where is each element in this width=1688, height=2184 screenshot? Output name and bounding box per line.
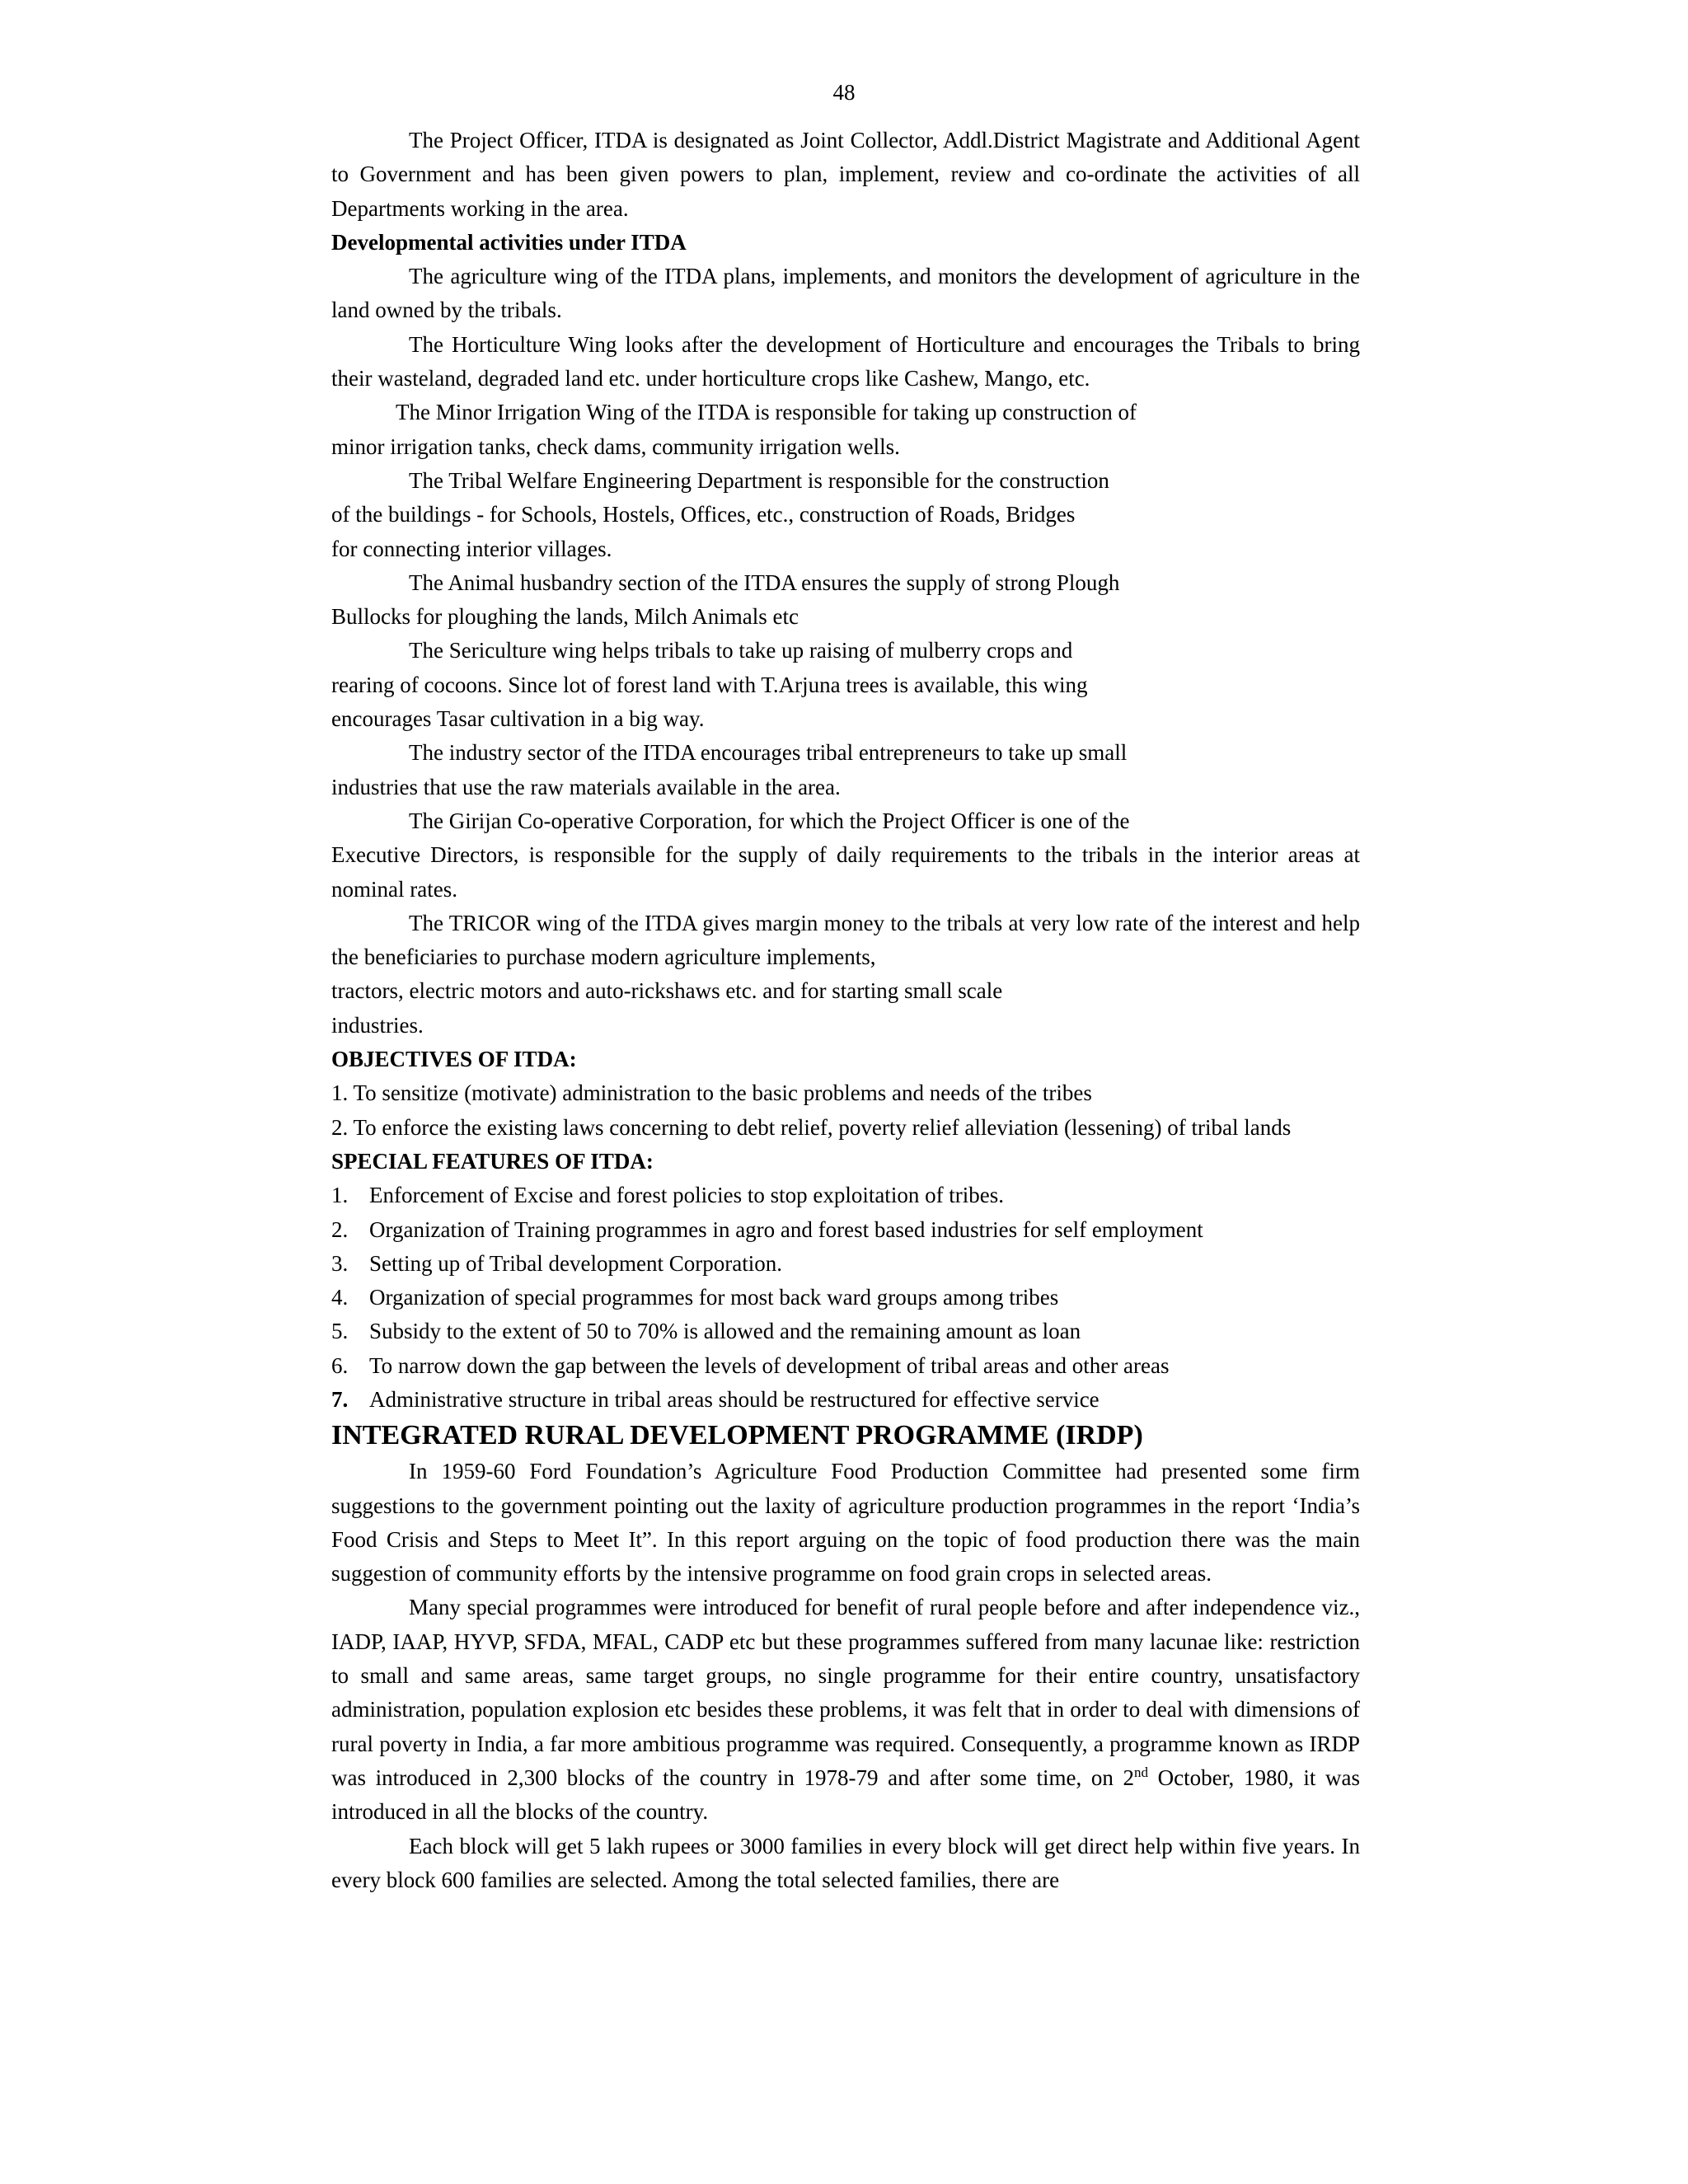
girijan-paragraph xyxy=(331,804,1360,907)
animal-husbandry-paragraph xyxy=(331,566,1360,635)
feature-number: 1. xyxy=(331,1183,349,1208)
ordinal-suffix: nd xyxy=(1134,1764,1149,1780)
tricor-paragraph xyxy=(331,907,1360,1043)
industry-paragraph xyxy=(331,736,1360,804)
engineering-paragraph xyxy=(331,464,1360,566)
developmental-activities-heading: Developmental activities under ITDA xyxy=(331,229,687,255)
feature-item xyxy=(331,1281,1360,1315)
girijan-line: Executive Directors, is responsible for the supply of daily requirements to the tribals in the interior areas at nominal rates. xyxy=(331,842,1360,902)
feature-item xyxy=(331,1349,1360,1383)
special-features-heading: SPECIAL FEATURES OF ITDA: xyxy=(331,1148,654,1174)
feature-number: 5. xyxy=(331,1319,349,1344)
feature-item xyxy=(331,1247,1360,1281)
engineering-line: of the buildings - for Schools, Hostels, Offices, etc., construction of Roads, Bridges xyxy=(331,502,1076,527)
feature-text: Setting up of Tribal development Corporation. xyxy=(369,1250,782,1276)
feature-number: 2. xyxy=(331,1216,349,1242)
industry-line: The industry sector of the ITDA encourages tribal entrepreneurs to take up small xyxy=(409,740,1128,766)
minor-irrigation-line: minor irrigation tanks, check dams, community irrigation wells. xyxy=(331,434,900,459)
feature-number: 6. xyxy=(331,1352,349,1378)
feature-number: 4. xyxy=(331,1285,349,1310)
tricor-line: industries. xyxy=(331,1012,424,1038)
irdp-paragraph-3: Each block will get 5 lakh rupees or 3000 families in every block will get direct help within five years. In every block 600 families are selected. Among the total selected families, there are xyxy=(331,1833,1360,1892)
feature-text: Administrative structure in tribal areas should be restructured for effective service xyxy=(369,1386,1100,1412)
feature-text: Organization of Training programmes in agro and forest based industries for self employment xyxy=(369,1216,1203,1242)
horticulture-wing-paragraph: The Horticulture Wing looks after the development of Horticulture and encourages the Tribals to bring their wasteland, degraded land etc. under horticulture crops like Cashew, Mango, etc. xyxy=(331,331,1360,391)
irdp-paragraph-1: In 1959-60 Ford Foundation’s Agriculture Food Production Committee had presented some firm suggestions to the government pointing out the laxity of agriculture production programmes in the report ‘India’s Food Crisis and Steps to Meet It”. In this report arguing on the topic of food production there was the main suggestion of community efforts by the intensive programme on food grain crops in selected areas. xyxy=(331,1459,1360,1586)
agriculture-wing-paragraph: The agriculture wing of the ITDA plans, implements, and monitors the development of agriculture in the land owned by the tribals. xyxy=(331,264,1360,323)
feature-text: Subsidy to the extent of 50 to 70% is allowed and the remaining amount as loan xyxy=(369,1319,1081,1344)
feature-text: Enforcement of Excise and forest policies to stop exploitation of tribes. xyxy=(369,1183,1005,1208)
irdp-paragraph-2-text-end: October, 1980, it was introduced in all the blocks of the country. xyxy=(331,1765,1360,1825)
objectives-list xyxy=(331,1076,1360,1145)
feature-number: 7. xyxy=(331,1386,349,1412)
minor-irrigation-paragraph xyxy=(331,396,1360,464)
feature-item xyxy=(331,1383,1360,1417)
sericulture-line: The Sericulture wing helps tribals to take up raising of mulberry crops and xyxy=(409,638,1073,663)
sericulture-line: encourages Tasar cultivation in a big way. xyxy=(331,706,705,732)
feature-item xyxy=(331,1315,1360,1348)
feature-number: 3. xyxy=(331,1250,349,1276)
page-content xyxy=(331,124,1360,1897)
irdp-paragraph-2-text: Many special programmes were introduced for benefit of rural people before and after independence viz., IADP, IAAP, HYVP, SFDA, MFAL, CADP etc but these programmes suffered from many lacunae like: restriction to small and same areas, same target groups, no single programme for their entire country, unsatisfactory administration, population explosion etc besides these problems, it was felt that in order to deal with dimensions of rural poverty in India, a far more ambitious programme was required. Consequently, a programme known as IRDP was introduced in 2,300 blocks of the country in 1978-79 and after some time, on 2 xyxy=(331,1595,1360,1790)
feature-text: Organization of special programmes for most back ward groups among tribes xyxy=(369,1285,1059,1310)
objectives-heading: OBJECTIVES OF ITDA: xyxy=(331,1047,577,1072)
industry-line: industries that use the raw materials available in the area. xyxy=(331,774,841,799)
special-features-list xyxy=(331,1179,1360,1417)
tricor-line: tractors, electric motors and auto-rickshaws etc. and for starting small scale xyxy=(331,978,1003,1004)
sericulture-paragraph xyxy=(331,634,1360,736)
engineering-line: for connecting interior villages. xyxy=(331,536,612,561)
feature-item xyxy=(331,1213,1360,1247)
irdp-heading: INTEGRATED RURAL DEVELOPMENT PROGRAMME (IRDP) xyxy=(331,1420,1143,1451)
minor-irrigation-line: The Minor Irrigation Wing of the ITDA is responsible for taking up construction of xyxy=(396,400,1137,425)
itda-intro-paragraph: The Project Officer, ITDA is designated as Joint Collector, Addl.District Magistrate and Additional Agent to Government and has been given powers to plan, implement, review and co-ordinate the activities of all Departments working in the area. xyxy=(331,128,1360,221)
sericulture-line: rearing of cocoons. Since lot of forest land with T.Arjuna trees is available, this wing xyxy=(331,672,1088,697)
feature-item xyxy=(331,1179,1360,1212)
irdp-paragraph-2 xyxy=(331,1591,1360,1829)
animal-husbandry-line: The Animal husbandry section of the ITDA ensures the supply of strong Plough xyxy=(409,569,1120,595)
objective-item: 2. To enforce the existing laws concerning to debt relief, poverty relief alleviation (lessening) of tribal lands xyxy=(331,1114,1292,1140)
feature-text: To narrow down the gap between the levels of development of tribal areas and other areas xyxy=(369,1352,1170,1378)
page-number: 48 xyxy=(832,80,856,105)
engineering-line: The Tribal Welfare Engineering Department is responsible for the construction xyxy=(409,467,1109,493)
animal-husbandry-line: Bullocks for ploughing the lands, Milch Animals etc xyxy=(331,604,799,630)
girijan-line: The Girijan Co-operative Corporation, for which the Project Officer is one of the xyxy=(409,808,1130,833)
tricor-line: The TRICOR wing of the ITDA gives margin money to the tribals at very low rate of the interest and help the beneficiaries to purchase modern agriculture implements, xyxy=(331,910,1360,970)
objective-item: 1. To sensitize (motivate) administration to the basic problems and needs of the tribes xyxy=(331,1080,1092,1106)
